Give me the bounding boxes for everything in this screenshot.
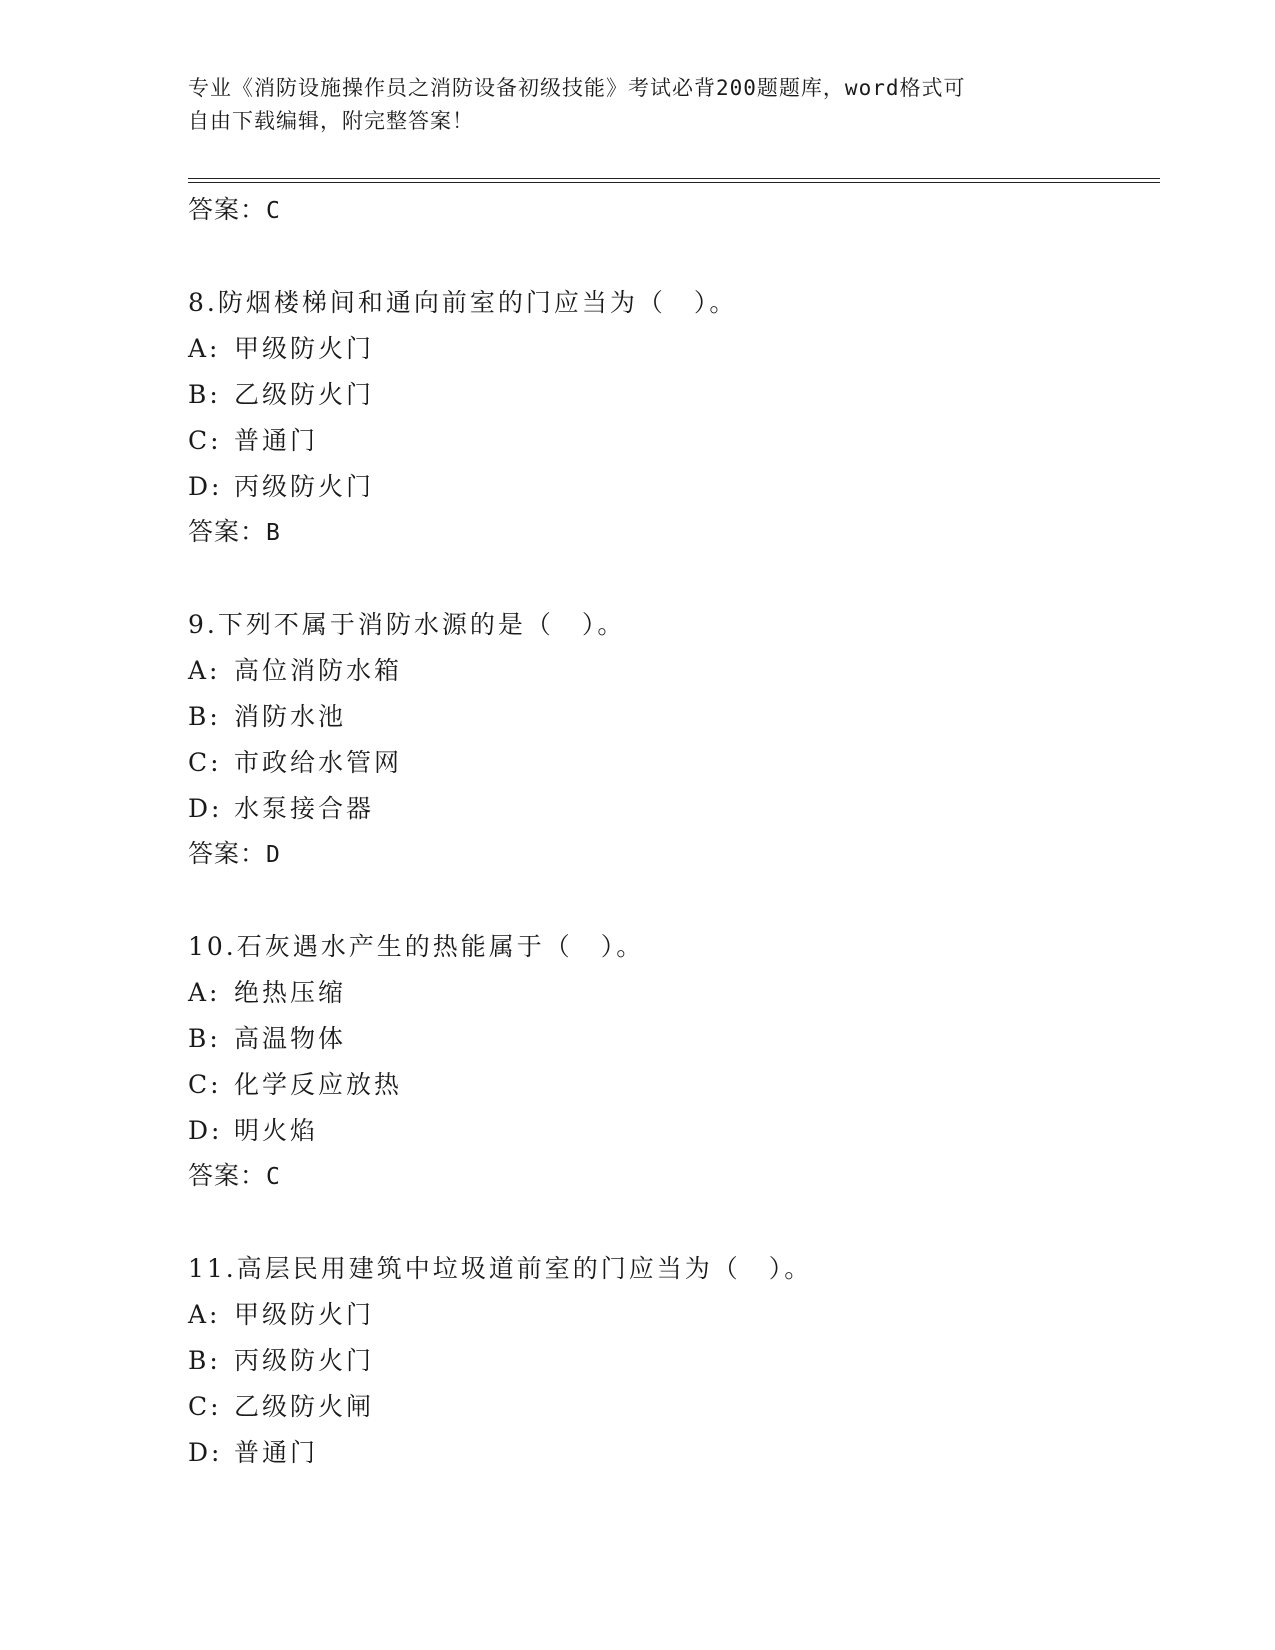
option-b xyxy=(188,1018,1148,1064)
option-c xyxy=(188,1064,1148,1110)
option-a xyxy=(188,328,1148,374)
option-c xyxy=(188,742,1148,788)
option-key: C: xyxy=(188,426,222,455)
header-divider xyxy=(188,178,1160,183)
option-key: B: xyxy=(188,1024,221,1053)
option-b xyxy=(188,1340,1148,1386)
option-text: 甲级防火门 xyxy=(234,334,375,363)
question-stem: 11.高层民用建筑中垃圾道前室的门应当为（ ）。 xyxy=(188,1254,813,1283)
header-line-2: 自由下载编辑，附完整答案！ xyxy=(188,109,474,133)
header-line-1: 专业《消防设施操作员之消防设备初级技能》考试必背200题题库，word格式可 xyxy=(188,76,966,100)
option-d xyxy=(188,466,1148,512)
option-key: D: xyxy=(188,1438,223,1467)
option-text: 丙级防火门 xyxy=(234,472,375,501)
answer-label: 答案： xyxy=(188,195,267,224)
option-key: D: xyxy=(188,1116,223,1145)
option-text: 普通门 xyxy=(234,426,319,455)
question-stem: 10.石灰遇水产生的热能属于（ ）。 xyxy=(188,932,645,961)
answer-value: C xyxy=(266,1164,281,1190)
answer-line xyxy=(188,190,1148,230)
answer-label: 答案： xyxy=(188,517,267,546)
option-key: A: xyxy=(188,1300,221,1329)
answer-line xyxy=(188,834,1148,874)
option-text: 市政给水管网 xyxy=(234,748,403,777)
document-header xyxy=(188,72,1068,138)
option-d xyxy=(188,788,1148,834)
option-a xyxy=(188,1294,1148,1340)
option-key: A: xyxy=(188,334,221,363)
option-a xyxy=(188,972,1148,1018)
answer-line xyxy=(188,1156,1148,1196)
option-text: 丙级防火门 xyxy=(234,1346,375,1375)
option-d xyxy=(188,1432,1148,1478)
option-d xyxy=(188,1110,1148,1156)
option-text: 绝热压缩 xyxy=(234,978,347,1007)
option-c xyxy=(188,420,1148,466)
option-text: 乙级防火闸 xyxy=(234,1392,375,1421)
option-key: B: xyxy=(188,1346,221,1375)
answer-value: D xyxy=(266,842,281,868)
option-key: A: xyxy=(188,656,221,685)
option-text: 高位消防水箱 xyxy=(234,656,403,685)
option-b xyxy=(188,374,1148,420)
option-text: 水泵接合器 xyxy=(234,794,375,823)
answer-value: B xyxy=(266,520,281,546)
option-key: B: xyxy=(188,380,221,409)
question-block xyxy=(188,604,1148,874)
option-text: 化学反应放热 xyxy=(234,1070,403,1099)
question-stem: 8.防烟楼梯间和通向前室的门应当为（ ）。 xyxy=(188,288,738,317)
answer-label: 答案： xyxy=(188,839,267,868)
question-block xyxy=(188,1248,1148,1478)
option-text: 消防水池 xyxy=(234,702,347,731)
option-key: D: xyxy=(188,794,223,823)
option-c xyxy=(188,1386,1148,1432)
question-stem: 9.下列不属于消防水源的是（ ）。 xyxy=(188,610,626,639)
option-key: C: xyxy=(188,748,222,777)
question-list xyxy=(188,190,1148,1478)
question-block xyxy=(188,926,1148,1196)
option-key: D: xyxy=(188,472,223,501)
option-text: 明火焰 xyxy=(234,1116,319,1145)
answer-label: 答案： xyxy=(188,1161,267,1190)
option-key: C: xyxy=(188,1392,222,1421)
option-text: 普通门 xyxy=(234,1438,319,1467)
option-key: B: xyxy=(188,702,221,731)
option-text: 甲级防火门 xyxy=(234,1300,375,1329)
question-block xyxy=(188,282,1148,552)
option-key: A: xyxy=(188,978,221,1007)
answer-line xyxy=(188,512,1148,552)
option-key: C: xyxy=(188,1070,222,1099)
option-b xyxy=(188,696,1148,742)
answer-value: C xyxy=(266,198,281,224)
option-a xyxy=(188,650,1148,696)
option-text: 高温物体 xyxy=(234,1024,347,1053)
option-text: 乙级防火门 xyxy=(234,380,375,409)
